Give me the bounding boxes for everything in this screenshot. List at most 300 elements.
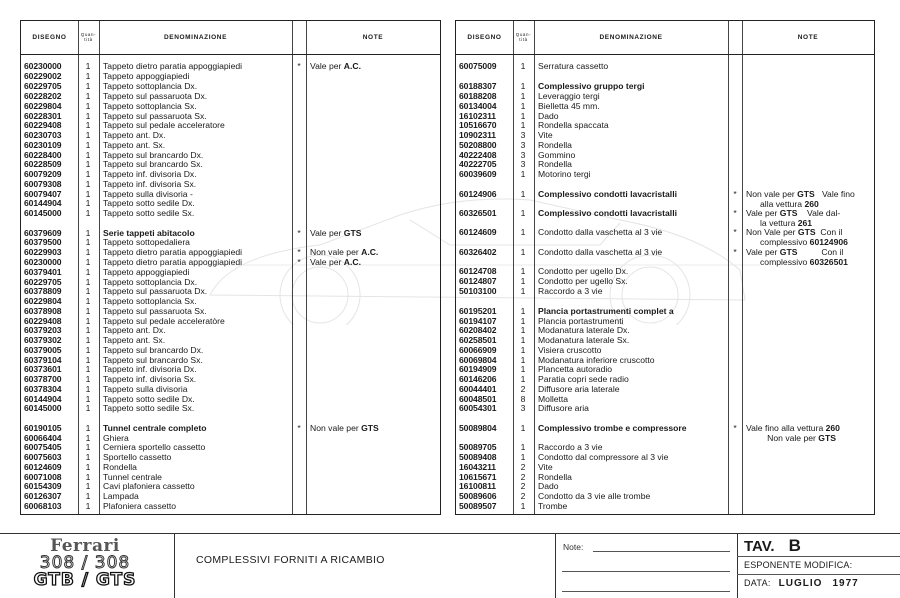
notes-line [593,551,730,552]
description: Plafoniera cassetto [103,501,177,511]
description: Vite [538,462,553,472]
quantity: 3 [520,140,526,150]
note-prefix: Vale per [310,257,344,267]
part-number: 60144904 [24,198,62,208]
description: Tappeto ant. Dx. [103,130,166,140]
quantity: 1 [520,61,526,71]
table-row [456,306,874,316]
asterisk-marker: * [733,208,737,218]
table-row [456,169,874,179]
note-text [746,227,848,247]
note2-prefix: complessivo [760,237,810,247]
description: Tappeto ant. Sx. [103,140,166,150]
table-row [456,91,874,101]
description: Tappeto dietro paratia appoggiapiedi [103,247,243,257]
table-row [21,120,440,130]
header-note: NOTE [797,34,819,41]
part-number: 60195201 [459,306,497,316]
header-quantita-line1: Quan- [515,32,532,37]
table-row [21,491,440,501]
table-row [456,247,874,267]
description: Tappeto dietro paratia appoggiapiedi [103,257,243,267]
table-row [456,276,874,286]
quantity: 1 [520,316,526,326]
table-row [456,61,874,71]
table-row [21,364,440,374]
part-number: 60228202 [24,91,62,101]
part-number: 60079407 [24,189,62,199]
header-quantita-line2: tità [519,36,528,42]
part-number: 50208800 [459,140,497,150]
part-number: 60066909 [459,345,497,355]
part-number: 60194909 [459,364,497,374]
part-number: 16100811 [459,481,496,491]
quantity: 1 [85,335,91,345]
part-number: 60126307 [24,491,62,501]
description: Complessivo condotti lavacristalli [538,208,677,218]
table-row [456,442,874,452]
description: Complessivo condotti lavacristalli [538,189,677,199]
quantity: 1 [85,101,91,111]
part-number: 60379104 [24,355,62,365]
part-number: 60144904 [24,394,62,404]
part-number: 60075603 [24,452,62,462]
part-number: 16043211 [459,462,496,472]
quantity: 1 [85,345,91,355]
part-number: 16102311 [459,111,496,121]
note2-emphasis: 261 [797,218,813,228]
divider [174,534,175,598]
quantity: 1 [85,452,91,462]
description: Tappeto ant. Sx. [103,335,166,345]
description: Plancia portastrumenti [538,316,624,326]
description: Tappeto sotto sedile Sx. [103,208,195,218]
table-row [21,140,440,150]
description: Tappeto inf. divisoria Dx. [103,169,197,179]
description: Tappeto sul brancardo Sx. [103,159,203,169]
note-prefix: Vale per [746,208,780,218]
quantity: 1 [85,130,91,140]
note-suffix: Con il [815,227,843,237]
quantity: 1 [520,81,526,91]
table-row [21,345,440,355]
note2-prefix: complessivo [760,257,810,267]
description: Tappeto inf. divisoria Dx. [103,364,197,374]
quantity: 1 [85,247,91,257]
part-number: 60054301 [459,403,497,413]
tav-label: TAV. [744,538,775,555]
asterisk-marker: * [733,227,737,237]
table-row [456,403,874,413]
table-row [21,101,440,111]
part-number: 50089408 [459,452,497,462]
table-row [456,120,874,130]
parts-table-right [455,20,875,515]
table-row [21,169,440,179]
description: Condotto per ugello Sx. [538,276,628,286]
description: Tappeto sottoplancia Dx. [103,277,198,287]
description: Trombe [538,501,568,511]
quantity: 1 [85,228,91,238]
part-number: 60134004 [459,101,497,111]
part-number: 60379005 [24,345,62,355]
quantity: 1 [85,374,91,384]
table-row [21,159,440,169]
quantity: 1 [85,316,91,326]
ferrari-308-logo [10,538,160,594]
description: Tappeto sul passaruota Dx. [103,286,208,296]
quantity: 1 [85,169,91,179]
note-emphasis: GTS [797,189,815,199]
table-row [21,257,440,267]
quantity: 1 [520,101,526,111]
note-prefix: Non vale per [746,189,798,199]
part-number: 60228301 [24,111,62,121]
note-emphasis: 260 [825,423,840,433]
description: Modanatura laterale Sx. [538,335,630,345]
quantity: 1 [85,198,91,208]
table-row [456,335,874,345]
table-row [21,130,440,140]
quantity: 1 [85,111,91,121]
description: Plancetta autoradio [538,364,613,374]
part-number: 60379401 [24,267,62,277]
quantity: 1 [85,472,91,482]
description: Modanatura inferiore cruscotto [538,355,655,365]
quantity: 1 [520,91,526,101]
header-denominazione: DENOMINAZIONE [599,34,663,41]
part-number: 60146206 [459,374,497,384]
quantity: 1 [85,403,91,413]
part-number: 60075009 [459,61,497,71]
description: Modanatura laterale Dx. [538,325,630,335]
quantity: 1 [85,384,91,394]
part-number: 60188208 [459,91,497,101]
table-row [456,140,874,150]
part-number: 60230000 [24,257,62,267]
table-row [21,267,440,277]
part-number: 60124906 [459,189,497,199]
part-number: 40222705 [459,159,497,169]
part-number: 60379500 [24,237,62,247]
part-number: 60229408 [24,316,62,326]
part-number: 60229804 [24,296,62,306]
divider [737,556,900,557]
description: Ghiera [103,433,129,443]
quantity: 1 [85,81,91,91]
part-number: 60229903 [24,247,62,257]
part-number: 10516670 [459,120,497,130]
quantity: 1 [85,159,91,169]
description: Tappeto sul brancardo Sx. [103,355,203,365]
quantity: 1 [85,501,91,511]
table-row [21,198,440,208]
asterisk-marker: * [733,423,737,433]
part-number: 60378304 [24,384,62,394]
table-row [456,208,874,228]
description: Paratia copri sede radio [538,374,629,384]
part-number: 50089507 [459,501,497,511]
table-row [456,481,874,491]
description: Tappeto ant. Dx. [103,325,166,335]
part-number: 60044401 [459,384,497,394]
note-text [310,257,361,267]
table-row [21,306,440,316]
notes-label: Note: [563,542,584,552]
description: Rondella [538,159,572,169]
asterisk-marker: * [297,247,301,257]
note2-prefix: alla vettura [760,199,805,209]
table-row [456,81,874,91]
table-row [456,462,874,472]
quantity: 3 [520,130,526,140]
description: Motorino tergi [538,169,591,179]
note2-emphasis: 60124906 [809,237,848,247]
note-text [746,189,855,209]
table-number [744,536,801,556]
table-row [456,384,874,394]
note-text [746,423,840,443]
part-number: 60079209 [24,169,62,179]
quantity: 2 [520,384,526,394]
quantity: 1 [85,462,91,472]
part-number: 60258501 [459,335,497,345]
quantity: 1 [85,150,91,160]
quantity: 1 [520,286,526,296]
part-number: 60194107 [459,316,497,326]
part-number: 60145000 [24,403,62,413]
description: Tappeto sotto sedile Dx. [103,394,195,404]
quantity: 1 [85,277,91,287]
description: Cavi plafoniera cassetto [103,481,195,491]
table-row [456,286,874,296]
table-row [21,462,440,472]
table-row [456,325,874,335]
quantity: 1 [520,266,526,276]
quantity: 1 [85,189,91,199]
description: Raccordo a 3 vie [538,286,603,296]
note-prefix: Vale per [310,61,344,71]
quantity: 1 [520,208,526,218]
part-number: 10615671 [459,472,497,482]
part-number: 50089606 [459,491,497,501]
description: Rondella [103,462,137,472]
description: Tappeto appoggiapiedi [103,71,190,81]
divider [737,574,900,575]
note-text [310,247,378,257]
note-emphasis: A.C. [343,257,361,267]
description: Gommino [538,150,576,160]
quantity: 1 [85,394,91,404]
table-row [21,452,440,462]
description: Tappeto sul passaruota Dx. [103,91,208,101]
header-quantita-line2: tità [84,36,93,42]
part-number: 60066404 [24,433,62,443]
note-emphasis: A.C. [361,247,379,257]
description: Rondella spaccata [538,120,609,130]
description: Condotto dalla vaschetta al 3 vie [538,247,663,257]
table-row [21,61,440,71]
note-prefix: Non Vale per [746,227,798,237]
table-row [21,91,440,101]
table-row [456,452,874,462]
note-suffix: Vale fino [814,189,855,199]
part-number: 60124708 [459,266,497,276]
note-prefix: Vale fino alla vettura [746,423,826,433]
table-row [456,101,874,111]
note-prefix: Non vale per [310,423,362,433]
table-row [456,491,874,501]
note-prefix: Vale per [746,247,780,257]
table-row [21,501,440,511]
description: Tappeto sottoplancia Sx. [103,296,197,306]
quantity: 1 [520,247,526,257]
note2-emphasis: 60326501 [809,257,848,267]
table-row [21,384,440,394]
description: Tappeto sulla divisoria - [103,189,193,199]
description: Tappeto sul brancardo Dx. [103,345,204,355]
quantity: 1 [520,189,526,199]
part-number: 60229705 [24,81,62,91]
part-number: 60326402 [459,247,497,257]
table-row [21,296,440,306]
note-prefix: Non vale per [310,247,362,257]
description: Tappeto sottoplancia Dx. [103,81,198,91]
quantity: 1 [520,364,526,374]
quantity: 1 [520,227,526,237]
description: Rondella [538,140,572,150]
part-number: 60154309 [24,481,62,491]
description: Condotto dal compressore al 3 vie [538,452,669,462]
table-row [456,364,874,374]
description: Tappeto sulla divisoria [103,384,188,394]
description: Rondella [538,472,572,482]
table-row [456,266,874,276]
description: Sportello cassetto [103,452,172,462]
description: Tappeto appoggiapiedi [103,267,190,277]
part-number: 60188307 [459,81,497,91]
table-row [21,247,440,257]
description: Dado [538,481,559,491]
quantity: 1 [520,501,526,511]
asterisk-marker: * [297,423,301,433]
part-number: 60229705 [24,277,62,287]
description: Molletta [538,394,569,404]
description: Tappeto sul pedale acceleratore [103,120,225,130]
note2-prefix: la vettura [760,218,798,228]
description: Tappeto sottopedaliera [103,237,190,247]
description: Bielletta 45 mm. [538,101,600,111]
quantity: 1 [520,276,526,286]
part-number: 60068103 [24,501,62,511]
asterisk-marker: * [297,228,301,238]
quantity: 1 [85,296,91,306]
part-number: 10902311 [459,130,496,140]
description: Condotto dalla vaschetta al 3 vie [538,227,663,237]
description: Tunnel centrale completo [103,423,207,433]
description: Diffusore aria [538,403,589,413]
date-year: 1977 [832,578,859,589]
description: Cerniera sportello cassetto [103,442,206,452]
part-number: 60378809 [24,286,62,296]
table-row [456,374,874,384]
description: Tappeto dietro paratia appoggiapiedi [103,61,243,71]
quantity: 1 [520,120,526,130]
quantity: 1 [520,335,526,345]
part-number: 60228509 [24,159,62,169]
part-number: 60230000 [24,61,62,71]
description: Raccordo a 3 vie [538,442,603,452]
quantity: 1 [520,169,526,179]
note2-emphasis: GTS [818,433,836,443]
quantity: 1 [85,433,91,443]
description: Lampada [103,491,139,501]
part-number: 60048501 [459,394,497,404]
part-number: 60230703 [24,130,62,140]
quantity: 1 [85,306,91,316]
description: Plancia portastrumenti complet a [538,306,674,316]
description: Diffusore aria laterale [538,384,620,394]
quantity: 1 [520,452,526,462]
quantity: 1 [85,267,91,277]
table-row [21,286,440,296]
quantity: 1 [85,364,91,374]
header-disegno: DISEGNO [467,34,502,41]
table-row [21,71,440,81]
table-row [21,481,440,491]
quantity: 1 [85,237,91,247]
note-text [310,61,361,71]
esponente-modifica-label: ESPONENTE MODIFICA: [744,560,853,570]
quantity: 1 [85,61,91,71]
description: Tappeto inf. divisoria Sx. [103,179,197,189]
header-denominazione: DENOMINAZIONE [163,34,228,41]
asterisk-marker: * [733,247,737,257]
part-number: 60039609 [459,169,497,179]
divider [737,534,738,598]
note-line2 [746,237,848,247]
description: Tappeto sotto sedile Dx. [103,198,195,208]
quantity: 1 [85,325,91,335]
note-emphasis: GTS [343,228,362,238]
description: Tappeto sottoplancia Sx. [103,101,197,111]
part-number: 60228400 [24,150,62,160]
part-number: 60229002 [24,71,62,81]
note-prefix: Vale per [310,228,344,238]
quantity: 1 [85,257,91,267]
date-label: DATA: [744,578,771,588]
part-number: 60378908 [24,306,62,316]
document-title: COMPLESSIVI FORNITI A RICAMBIO [196,554,385,566]
table-row [456,130,874,140]
header-quantita-line1: Quan- [80,32,97,37]
tav-value: B [788,536,801,555]
logo-brand: Ferrari [50,536,120,556]
part-number: 60145000 [24,208,62,218]
table-row [456,189,874,209]
quantity: 1 [520,111,526,121]
quantity: 2 [520,462,526,472]
part-number: 50089705 [459,442,497,452]
quantity: 1 [85,423,91,433]
quantity: 1 [520,374,526,384]
notes-line [562,591,730,592]
description: Complessivo trombe e compressore [538,423,687,433]
part-number: 60379609 [24,228,62,238]
date-month: LUGLIO [778,578,823,589]
table-row [21,208,440,218]
notes-line [562,571,730,572]
